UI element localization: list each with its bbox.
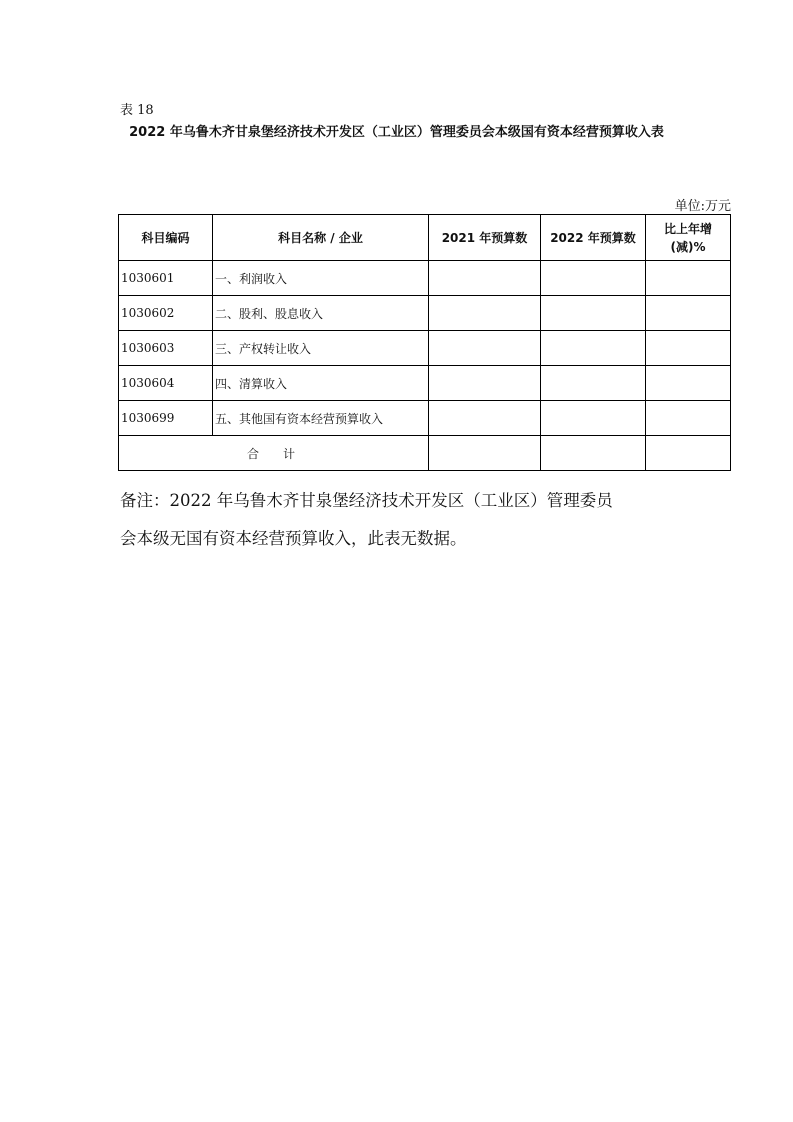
row-change	[646, 366, 731, 401]
row-change	[646, 401, 731, 436]
row-budget-2022	[541, 331, 646, 366]
row-code: 1030699	[119, 401, 213, 436]
table-row	[119, 261, 731, 296]
budget-table	[118, 214, 731, 471]
row-change	[646, 261, 731, 296]
row-budget-2022	[541, 296, 646, 331]
row-name: 四、清算收入	[213, 366, 429, 401]
remark-line-2: 会本级无国有资本经营预算收入，此表无数据。	[120, 529, 467, 548]
remark-note	[120, 482, 720, 558]
total-change	[646, 436, 731, 471]
header-budget-2022: 2022 年预算数	[541, 215, 646, 261]
row-budget-2022	[541, 261, 646, 296]
document-title: 2022 年乌鲁木齐甘泉堡经济技术开发区（工业区）管理委员会本级国有资本经营预算收入表	[129, 125, 664, 140]
row-budget-2022	[541, 401, 646, 436]
row-code: 1030604	[119, 366, 213, 401]
table-row	[119, 331, 731, 366]
total-budget-2022	[541, 436, 646, 471]
remark-line-1: 备注：2022 年乌鲁木齐甘泉堡经济技术开发区（工业区）管理委员	[120, 491, 613, 510]
table-row	[119, 366, 731, 401]
total-label	[119, 436, 429, 471]
total-row	[119, 436, 731, 471]
unit-label: 单位:万元	[674, 199, 731, 214]
row-code: 1030601	[119, 261, 213, 296]
row-name: 一、利润收入	[213, 261, 429, 296]
row-code: 1030602	[119, 296, 213, 331]
table-header-row	[119, 215, 731, 261]
header-name: 科目名称 / 企业	[213, 215, 429, 261]
row-budget-2021	[429, 261, 541, 296]
row-change	[646, 331, 731, 366]
row-name: 二、股利、股息收入	[213, 296, 429, 331]
header-budget-2021: 2021 年预算数	[429, 215, 541, 261]
table-row	[119, 296, 731, 331]
row-code: 1030603	[119, 331, 213, 366]
table-row	[119, 401, 731, 436]
total-label-text: 合 计	[247, 446, 296, 461]
row-budget-2021	[429, 366, 541, 401]
table-number-label: 表 18	[120, 103, 154, 118]
row-budget-2021	[429, 296, 541, 331]
row-name: 五、其他国有资本经营预算收入	[213, 401, 429, 436]
row-change	[646, 296, 731, 331]
total-budget-2021	[429, 436, 541, 471]
header-code: 科目编码	[119, 215, 213, 261]
row-budget-2021	[429, 401, 541, 436]
row-budget-2021	[429, 331, 541, 366]
row-name: 三、产权转让收入	[213, 331, 429, 366]
row-budget-2022	[541, 366, 646, 401]
header-change: 比上年增(减)%	[646, 215, 731, 261]
